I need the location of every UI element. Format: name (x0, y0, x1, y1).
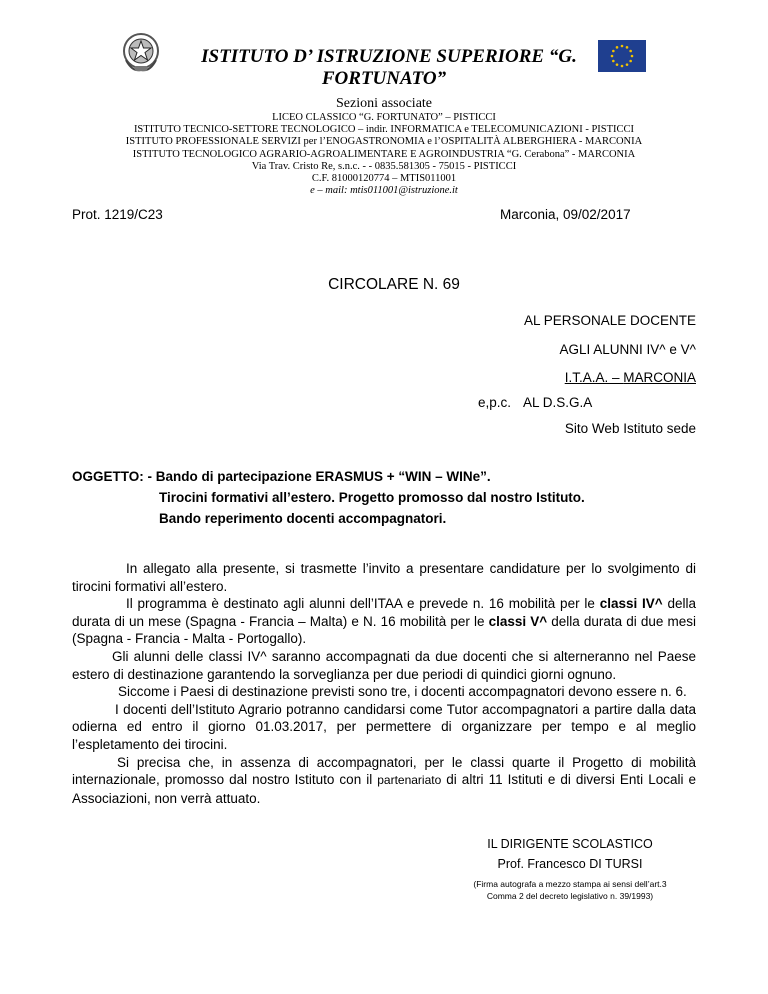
signature-title: IL DIRIGENTE SCOLASTICO (487, 837, 653, 851)
body-bold: classi V^ (488, 613, 548, 629)
body-paragraph: I docenti dell’Istituto Agrario potranno candidarsi come Tutor accompagnatori a partire dalla data odierna ed entro il giorno 01.03.2017, per permettere di organizzare per tempo e al meglio l’espletamento dei tirocini. (72, 701, 696, 752)
header-line: ISTITUTO TECNICO-SETTORE TECNOLOGICO – indir. INFORMATICA e TELECOMUNICAZIONI - PISTICCI (133, 124, 635, 136)
body-paragraph: Siccome i Paesi di destinazione previsti sono tre, i docenti accompagnatori devono essere n. 6. (118, 684, 687, 700)
body-paragraph (72, 595, 696, 648)
header-line: Via Trav. Cristo Re, s.n.c. - - 0835.581305 - 75015 - PISTICCI (251, 160, 517, 172)
school-name-line2: FORTUNATO” (321, 68, 447, 89)
signature-block (440, 834, 700, 902)
signature-name: Prof. Francesco DI TURSI (497, 857, 643, 871)
recipient-dsga: AL D.S.G.A (523, 395, 593, 410)
subject-block (72, 466, 585, 529)
recipient-itaa-place: MARCONIA (623, 370, 696, 385)
epc-label: e,p.c. (478, 395, 512, 410)
recipient-itaa-prefix: I.T.A.A. – (564, 370, 624, 385)
subject-line: Bando reperimento docenti accompagnatori. (159, 511, 447, 526)
sezioni-label: Sezioni associate (335, 96, 433, 111)
recipient-itaa (565, 370, 696, 385)
signature-note-line: (Firma autografa a mezzo stampa ai sensi dell’art.3 (473, 879, 667, 889)
header-email: e – mail: mtis011001@istruzione.it (310, 185, 458, 197)
body-paragraph: In allegato alla presente, si trasmette l’invito a presentare candidature per lo svolgimento di tirocini formativi all’estero. (72, 561, 696, 594)
header-line: C.F. 81000120774 – MTIS011001 (311, 173, 457, 185)
header-line: ISTITUTO PROFESSIONALE SERVIZI per l’ENOGASTRONOMIA e l’OSPITALITÀ ALBERGHIERA - MARCONIA (125, 136, 643, 148)
body-paragraph (72, 754, 696, 808)
body-text: Il programma è destinato agli alunni dell’ITAA e prevede n. 16 mobilità per le (126, 596, 600, 612)
body-bold: classi IV^ (599, 596, 663, 612)
body-text: Si precisa che, in assenza di accompagnatori, per le classi quarte il Progetto di mobilità internazionale, promosso dal nostro Istituto con il (72, 754, 696, 788)
header-line: ISTITUTO TECNOLOGICO AGRARIO-AGROALIMENTARE E AGROINDUSTRIA “G. Cerabona” - MARCONIA (132, 148, 636, 160)
body-text-small: partenariato (377, 773, 442, 788)
header-line: LICEO CLASSICO “G. FORTUNATO” – PISTICCI (272, 112, 496, 123)
letter-body (72, 560, 696, 807)
school-name-line1: ISTITUTO D’ ISTRUZIONE SUPERIORE “G. (201, 46, 577, 67)
protocol-number: Prot. 1219/C23 (72, 207, 163, 222)
recipient-website: Sito Web Istituto sede (564, 421, 696, 436)
subject-line: Tirocini formativi all’estero. Progetto promosso dal nostro Istituto. (159, 490, 585, 505)
school-name (0, 46, 768, 90)
body-paragraph: Gli alunni delle classi IV^ saranno accompagnati da due docenti che si alterneranno nel Paese estero di destinazione garantendo la sorveglianza per due periodi di quindici giorni ognuno. (72, 648, 696, 682)
signature-note-line: Comma 2 del decreto legislativo n. 39/1993) (486, 891, 654, 901)
circolare-title: CIRCOLARE N. 69 (328, 276, 460, 293)
recipient-alunni: AGLI ALUNNI IV^ e V^ (559, 342, 696, 357)
signature-note (440, 878, 700, 902)
header-info (0, 112, 768, 197)
subject-line: OGGETTO: - Bando di partecipazione ERASMUS + “WIN – WINe”. (72, 469, 491, 484)
document-date: Marconia, 09/02/2017 (500, 207, 631, 222)
body-text: della durata di due mesi (Spagna - Francia - Malta - Portogallo). (72, 613, 696, 647)
body-text: di altri 11 Istituti e di diversi Enti Locali e Associazioni, non verrà attuato. (72, 772, 696, 806)
recipient-docenti: AL PERSONALE DOCENTE (523, 313, 696, 328)
body-text: della durata di un mese (Spagna - Francia – Malta) e N. 16 mobilità per le (72, 596, 696, 629)
